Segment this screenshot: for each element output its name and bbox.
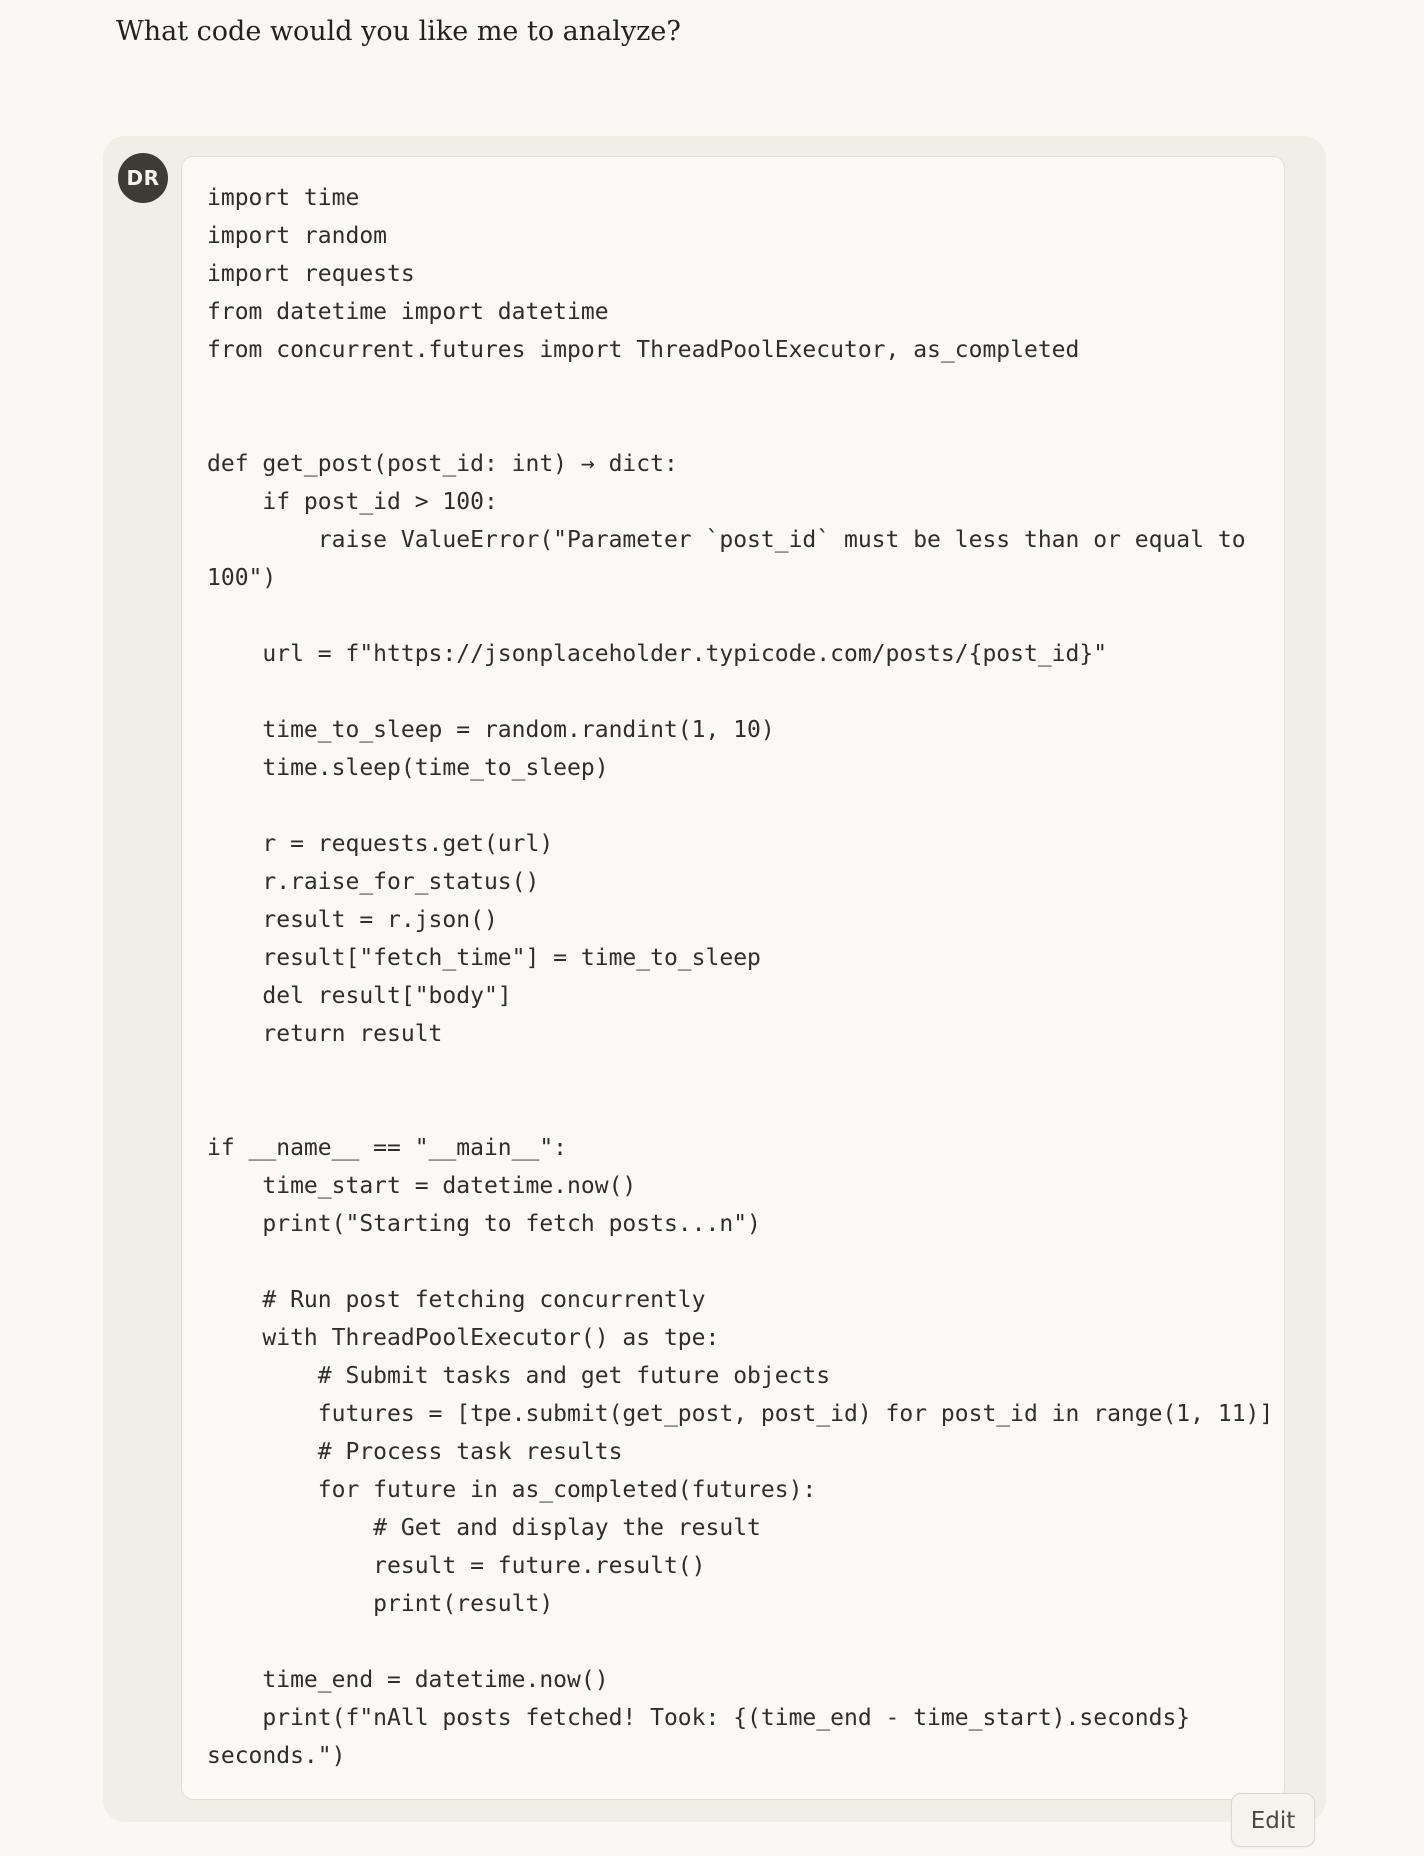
assistant-message-text: What code would you like me to analyze? — [116, 16, 681, 47]
edit-button[interactable]: Edit — [1231, 1793, 1315, 1847]
user-avatar: DR — [118, 153, 168, 203]
code-block-container — [181, 156, 1285, 1800]
code-block: import time import random import requests from datetime import datetime from concurrent.futures import ThreadPoolExecutor, as_completed def get_post(post_id: int) → dict: if post_id > 100: raise ValueError("Parameter `post_id` must be less than or equal to 100") url = f"https://jsonplaceholder.typicode.com/posts/{post_id}" time_to_sleep = random.randint(1, 10) time.sleep(time_to_sleep) r = requests.get(url) r.raise_for_status() result = r.json() result["fetch_time"] = time_to_sleep del result["body"] return result if __name__ == "__main__": time_start = datetime.now() print("Starting to fetch posts...n") # Run post fetching concurrently with ThreadPoolExecutor() as tpe: # Submit tasks and get future objects futures = [tpe.submit(get_post, post_id) for post_id in range(1, 11)] # Process task results for future in as_completed(futures): # Get and display the result result = future.result() print(result) time_end = datetime.now() print(f"nAll posts fetched! Took: {(time_end - time_start).seconds} seconds.") — [207, 185, 1274, 1769]
